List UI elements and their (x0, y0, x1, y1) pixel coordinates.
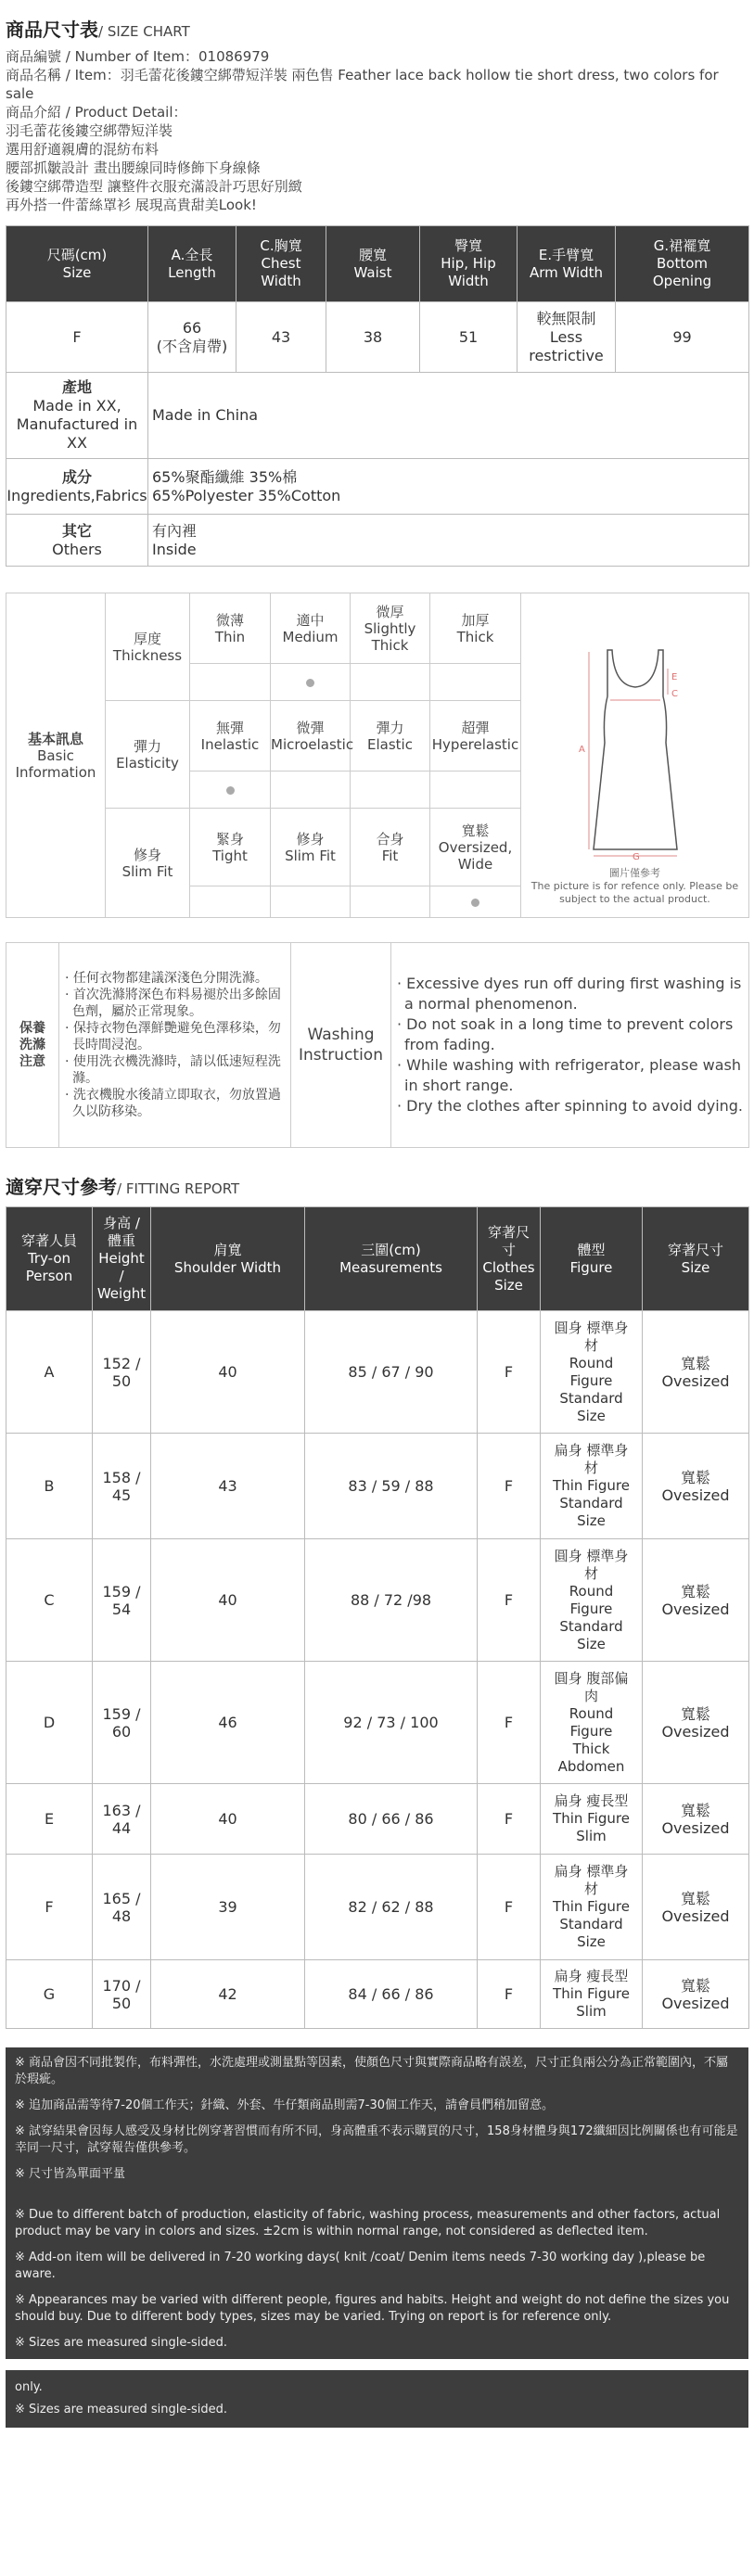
elasticity-elastic: 彈力 Elastic (351, 701, 430, 772)
product-info (6, 47, 748, 214)
height-weight-cell: 158 / 45 (93, 1434, 151, 1539)
washing-label-zh: 保養 洗滌 注意 (6, 943, 59, 1148)
table-row (6, 1960, 749, 2029)
height-weight-cell: 159 / 54 (93, 1539, 151, 1662)
clothes-size-cell: F (478, 1434, 541, 1539)
fit-label: 修身 Slim Fit (106, 809, 190, 918)
item-name: 商品名稱 / Item：羽毛蕾花後鏤空綁帶短洋裝 兩色售 Feather lace back hollow tie short dress, two colors for sale (6, 67, 719, 102)
origin-row (6, 373, 749, 459)
header-clothes-size: 穿著尺 寸 Clothes Size (478, 1207, 541, 1311)
elasticity-hyperelastic: 超彈 Hyperelastic (430, 701, 521, 772)
shoulder-cell: 39 (151, 1855, 305, 1960)
figure-caption: 圖片僅參考 The picture is for refence only. Please be subject to the actual product. (530, 867, 739, 905)
washing-label-en: Washing Instruction (291, 943, 391, 1148)
origin-label: 產地 Made in XX, Manufactured in XX (6, 373, 148, 459)
figure-cell: 扁身 瘦長型 Thin Figure Slim (541, 1784, 643, 1855)
shoulder-cell: 40 (151, 1539, 305, 1662)
measurements-cell: 82 / 62 / 88 (305, 1855, 478, 1960)
thickness-slightly-thick: 微厚 Slightly Thick (351, 593, 430, 664)
header-hip: 臀寬 Hip, Hip Width (420, 226, 518, 302)
fitting-title: 適穿尺寸參考/ FITTING REPORT (6, 1176, 240, 1198)
item-number: 商品編號 / Number of Item：01086979 (6, 48, 270, 65)
size-table-header (6, 226, 749, 302)
list-item: · Do not soak in a long time to prevent colors from fading. (397, 1015, 734, 1053)
person-cell: A (6, 1311, 93, 1434)
figure-cell: 圓身 標準身 材 Round Figure Standard Size (541, 1539, 643, 1662)
length-value: 66 (不含肩帶) (148, 302, 236, 373)
figure-cell: 圓身 腹部偏 肉 Round Figure Thick Abdomen (541, 1662, 643, 1784)
shoulder-cell: 43 (151, 1434, 305, 1539)
figure-letter-c: C (671, 689, 678, 699)
header-person: 穿著人員 Try-on Person (6, 1207, 93, 1311)
figure-cell: 扁身 標準身 材 Thin Figure Standard Size (541, 1434, 643, 1539)
notes-tail-panel (6, 2370, 748, 2428)
table-row (6, 1662, 749, 1784)
figure-cell: 圓身 標準身 材 Round Figure Standard Size (541, 1311, 643, 1434)
table-row (6, 1784, 749, 1855)
table-row (6, 302, 749, 373)
note-zh: ※ 尺寸皆為單面平量 (15, 2167, 126, 2181)
fit-cell: 寬鬆 Ovesized (643, 1855, 749, 1960)
others-row (6, 515, 749, 567)
hip-value: 51 (420, 302, 518, 373)
basic-info-table (6, 593, 749, 918)
elasticity-label: 彈力 Elasticity (106, 701, 190, 809)
elasticity-inelastic: 無彈 Inelastic (190, 701, 271, 772)
note-en: ※ Sizes are measured single-sided. (15, 2336, 228, 2350)
list-item: · While washing with refrigerator, please wash in short range. (397, 1056, 741, 1094)
ingredients-label: 成分 Ingredients,Fabrics (6, 459, 148, 515)
shoulder-cell: 46 (151, 1662, 305, 1784)
dress-figure-cell (521, 593, 749, 918)
thickness-medium: 適中 Medium (271, 593, 351, 664)
note-en: ※ Appearances may be varied with different people, figures and habits. Height and weight do not define the sizes you should buy. Due to different body types, sizes may be varied. Trying on report is for reference only. (15, 2293, 730, 2324)
product-detail-line: 腰部抓皺設計 畫出腰線同時修飾下身線條 (6, 159, 261, 176)
thickness-thick: 加厚 Thick (430, 593, 521, 664)
product-detail-label: 商品介紹 / Product Detail： (6, 104, 187, 121)
header-arm: E.手臂寬 Arm Width (518, 226, 616, 302)
header-chest: C.胸寬 Chest Width (236, 226, 326, 302)
thickness-thin: 微薄 Thin (190, 593, 271, 664)
person-cell: F (6, 1855, 93, 1960)
note-tail: only. (15, 2380, 43, 2394)
measurements-cell: 80 / 66 / 86 (305, 1784, 478, 1855)
table-row (6, 1311, 749, 1434)
height-weight-cell: 159 / 60 (93, 1662, 151, 1784)
note-zh: ※ 試穿結果會因每人感受及身材比例穿著習慣而有所不同，身高體重不表示購買的尺寸，158身材體身與172纖細因比例關係也有可能是幸同一尺寸，試穿報告僅供參考。 (15, 2124, 738, 2155)
measurements-cell: 92 / 73 / 100 (305, 1662, 478, 1784)
header-length: A.全長 Length (148, 226, 236, 302)
fit-tight: 緊身 Tight (190, 809, 271, 886)
clothes-size-cell: F (478, 1784, 541, 1855)
thickness-label: 厚度 Thickness (106, 593, 190, 701)
height-weight-cell: 152 / 50 (93, 1311, 151, 1434)
figure-letter-e: E (671, 672, 677, 682)
header-fit-size: 穿著尺寸 Size (643, 1207, 749, 1311)
note-tail: ※ Sizes are measured single-sided. (15, 2403, 228, 2417)
list-item: · 首次洗滌將深色布料易褪於出多餘固色劑，屬於正常現象。 (65, 988, 281, 1019)
measurements-cell: 83 / 59 / 88 (305, 1434, 478, 1539)
header-figure: 體型 Figure (541, 1207, 643, 1311)
fitting-table (6, 1206, 749, 2029)
fit-cell: 寬鬆 Ovesized (643, 1434, 749, 1539)
shoulder-cell: 40 (151, 1311, 305, 1434)
header-measurements: 三圍(cm) Measurements (305, 1207, 478, 1311)
ingredients-value: 65%聚酯纖維 35%棉 65%Polyester 35%Cotton (148, 459, 749, 515)
fit-selected-dot (471, 899, 479, 907)
figure-letter-a: A (578, 745, 585, 755)
list-item: · Dry the clothes after spinning to avoid dying. (397, 1097, 744, 1115)
table-row (6, 1539, 749, 1662)
fit-cell: 寬鬆 Ovesized (643, 1960, 749, 2029)
figure-cell: 扁身 標準身 材 Thin Figure Standard Size (541, 1855, 643, 1960)
header-shoulder: 肩寬 Shoulder Width (151, 1207, 305, 1311)
product-detail-line: 選用舒適親膚的混紡布料 (6, 141, 160, 158)
clothes-size-cell: F (478, 1539, 541, 1662)
fit-cell: 寬鬆 Ovesized (643, 1662, 749, 1784)
washing-table (6, 942, 749, 1148)
measurements-cell: 85 / 67 / 90 (305, 1311, 478, 1434)
thickness-selected-dot (306, 679, 314, 687)
table-row (6, 1434, 749, 1539)
clothes-size-cell: F (478, 1311, 541, 1434)
list-item: · Excessive dyes run off during first washing is a normal phenomenon. (397, 975, 742, 1013)
note-zh: ※ 追加商品需等待7-20個工作天；針織、外套、牛仔類商品則需7-30個工作天，請會員們稍加留意。 (15, 2098, 555, 2112)
fit-cell: 寬鬆 Ovesized (643, 1784, 749, 1855)
size-table (6, 225, 749, 567)
list-item: · 保持衣物色澤鮮艷避免色澤移染，勿長時間浸泡。 (65, 1021, 281, 1052)
list-item: · 洗衣機脫水後請立即取衣，勿放置過久以防移染。 (65, 1088, 281, 1119)
figure-letter-g: G (632, 852, 640, 862)
product-detail-line: 再外搭一件蕾絲罩衫 展現高貴甜美Look! (6, 197, 257, 213)
note-en: ※ Due to different batch of production, elasticity of fabric, washing process, measurements and other factors, actual product may be vary in colors and sizes. ±2cm is within normal range, not considered as deflected item. (15, 2208, 721, 2238)
others-value: 有內裡 Inside (148, 515, 749, 567)
elasticity-selected-dot (226, 786, 235, 795)
waist-value: 38 (326, 302, 420, 373)
header-size: 尺碼(cm) Size (6, 226, 148, 302)
measurements-cell: 84 / 66 / 86 (305, 1960, 478, 2029)
fit-cell: 寬鬆 Ovesized (643, 1311, 749, 1434)
height-weight-cell: 170 / 50 (93, 1960, 151, 2029)
size-value: F (6, 302, 148, 373)
height-weight-cell: 165 / 48 (93, 1855, 151, 1960)
height-weight-cell: 163 / 44 (93, 1784, 151, 1855)
list-item: · 使用洗衣機洗滌時，請以低速短程洗滌。 (65, 1054, 281, 1086)
clothes-size-cell: F (478, 1960, 541, 2029)
person-cell: C (6, 1539, 93, 1662)
dress-diagram (566, 641, 705, 863)
clothes-size-cell: F (478, 1662, 541, 1784)
notes-panel (6, 2047, 748, 2359)
person-cell: G (6, 1960, 93, 2029)
fit-oversized: 寬鬆 Oversized, Wide (430, 809, 521, 886)
person-cell: D (6, 1662, 93, 1784)
basic-info-label: 基本訊息 Basic Information (6, 593, 106, 918)
figure-cell: 扁身 瘦長型 Thin Figure Slim (541, 1960, 643, 2029)
others-label: 其它 Others (6, 515, 148, 567)
elasticity-microelastic: 微彈 Microelastic (271, 701, 351, 772)
product-detail-line: 羽毛蕾花後鏤空綁帶短洋裝 (6, 122, 173, 139)
note-en: ※ Add-on item will be delivered in 7-20 working days( knit /coat/ Denim items needs 7-30 working day ),please be aware. (15, 2251, 706, 2281)
table-row (6, 1855, 749, 1960)
clothes-size-cell: F (478, 1855, 541, 1960)
shoulder-cell: 40 (151, 1784, 305, 1855)
list-item: · 任何衣物都建議深淺色分開洗滌。 (65, 971, 268, 986)
person-cell: B (6, 1434, 93, 1539)
measurements-cell: 88 / 72 /98 (305, 1539, 478, 1662)
origin-value: Made in China (148, 373, 749, 459)
fit-fit: 合身 Fit (351, 809, 430, 886)
fit-slim-fit: 修身 Slim Fit (271, 809, 351, 886)
washing-en-list (391, 943, 749, 1148)
bottom-value: 99 (616, 302, 749, 373)
product-detail-line: 後鏤空綁帶造型 讓整件衣服充滿設計巧思好別緻 (6, 178, 302, 195)
arm-value: 較無限制 Less restrictive (518, 302, 616, 373)
fit-cell: 寬鬆 Ovesized (643, 1539, 749, 1662)
chest-value: 43 (236, 302, 326, 373)
person-cell: E (6, 1784, 93, 1855)
ingredients-row (6, 459, 749, 515)
note-zh: ※ 商品會因不同批製作，布料彈性，水洗處理或測量點等因素，使顏色尺寸與實際商品略有誤差，尺寸正負兩公分為正常範圍內，不屬於瑕疵。 (15, 2056, 729, 2086)
fitting-table-header (6, 1207, 749, 1311)
size-chart-title: 商品尺寸表/ SIZE CHART (6, 19, 190, 41)
header-height-weight: 身高 / 體重 Height / Weight (93, 1207, 151, 1311)
header-waist: 腰寬 Waist (326, 226, 420, 302)
washing-zh-list (59, 943, 291, 1148)
shoulder-cell: 42 (151, 1960, 305, 2029)
header-bottom: G.裙襬寬 Bottom Opening (616, 226, 749, 302)
